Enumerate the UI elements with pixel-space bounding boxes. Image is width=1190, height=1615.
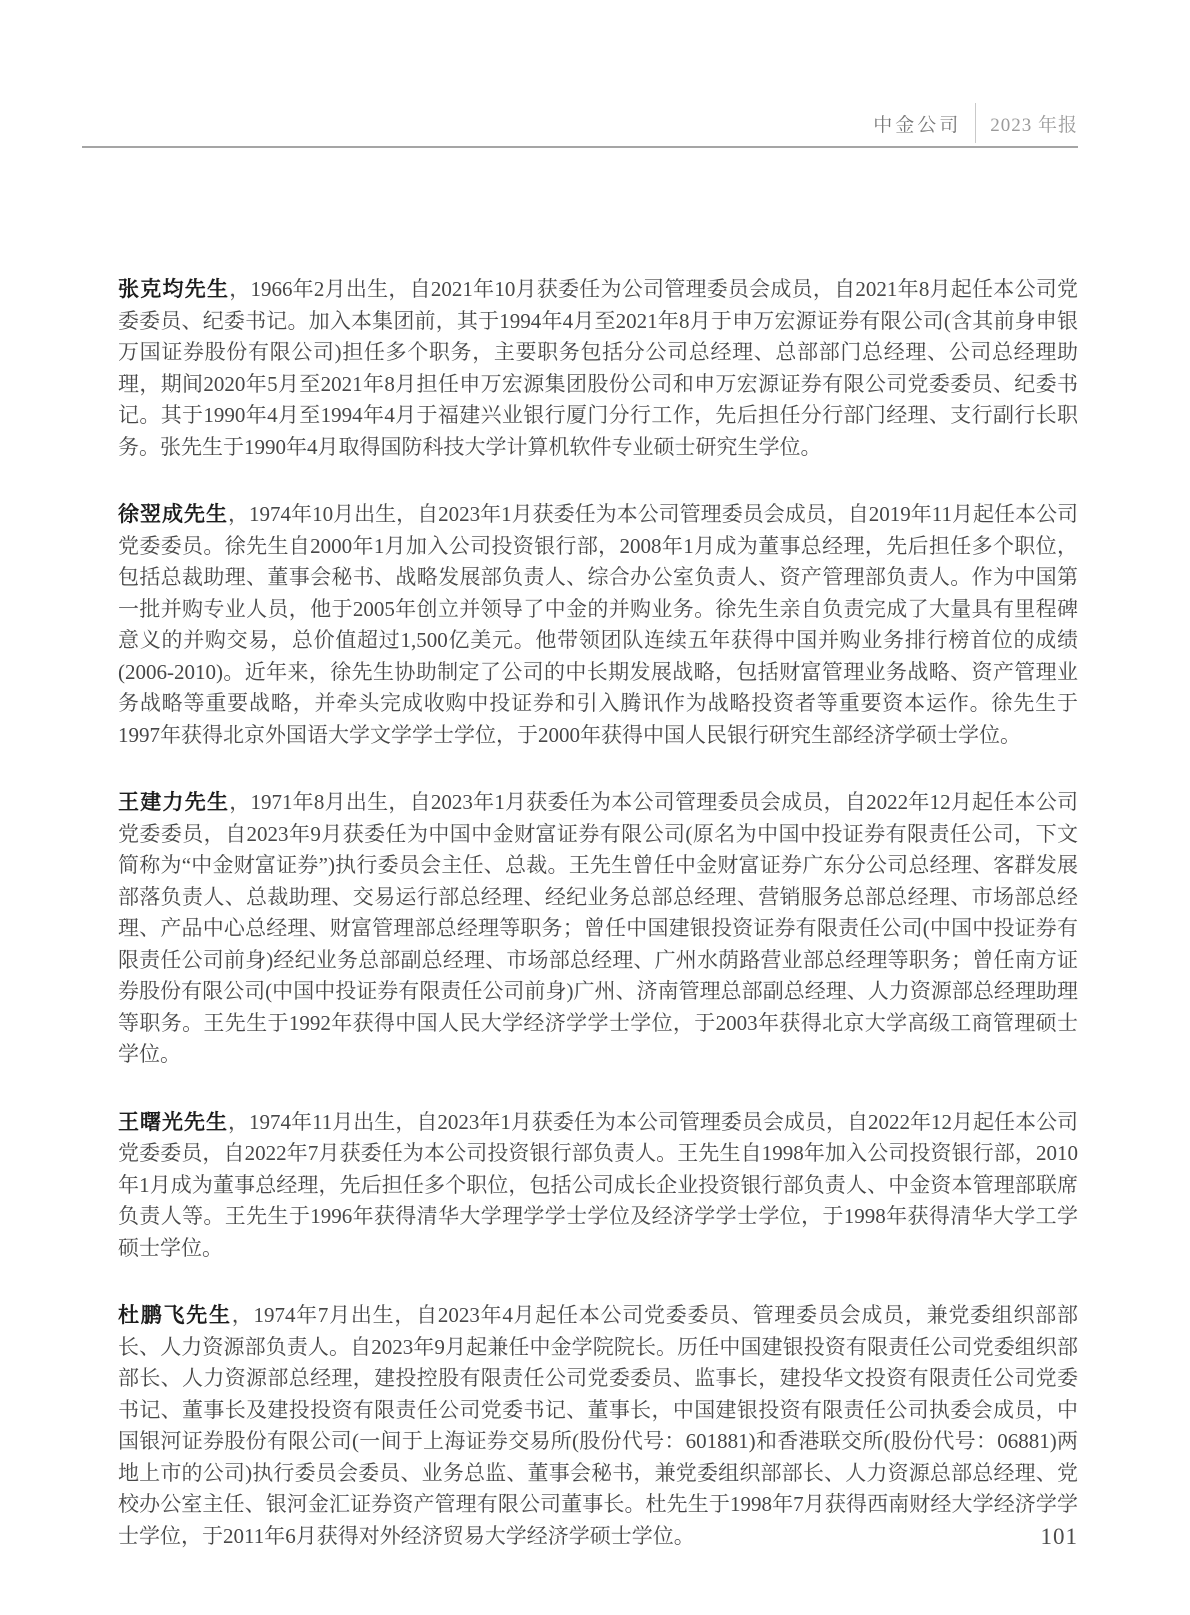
person-name: 王建力先生 [118,791,230,814]
bio-paragraph [118,1107,1078,1265]
bio-paragraph [118,274,1078,463]
person-name: 徐翌成先生 [118,503,229,526]
header-divider [975,103,976,143]
page-header [873,102,1078,144]
bio-text: ，1971年8月出生，自2023年1月获委任为本公司管理委员会成员，自2022年12月起任本公司党委委员，自2023年9月获委任为中国中金财富证券有限公司(原名为中国中投证券有限责任公司，下文简称为“中金财富证券”)执行委员会主任、总裁。王先生曾任中金财富证券广东分公司总经理、客群发展部落负责人、总裁助理、交易运行部总经理、经纪业务总部总经理、营销服务总部总经理、市场部总经理、产品中心总经理、财富管理部总经理等职务；曾任中国建银投资证券有限责任公司(中国中投证券有限责任公司前身)经纪业务总部副总经理、市场部总经理、广州水荫路营业部总经理等职务；曾任南方证券股份有限公司(中国中投证券有限责任公司前身)广州、济南管理总部副总经理、人力资源部总经理助理等职务。王先生于1992年获得中国人民大学经济学学士学位，于2003年获得北京大学高级工商管理硕士学位。 [118,790,1079,1066]
bio-text: ，1974年7月出生，自2023年4月起任本公司党委委员、管理委员会成员，兼党委组织部部长、人力资源部负责人。自2023年9月起兼任中金学院院长。历任中国建银投资有限责任公司党委组织部部长、人力资源部总经理，建投控股有限责任公司党委委员、监事长，建投华文投资有限责任公司党委书记、董事长及建投投资有限责任公司党委书记、董事长，中国建银投资有限责任公司执委会成员，中国银河证券股份有限公司(一间于上海证券交易所(股份代号：601881)和香港联交所(股份代号：06881)两地上市的公司)执行委员会委员、业务总监、董事会秘书，兼党委组织部部长、人力资源总部总经理、党校办公室主任、银河金汇证券资产管理有限公司董事长。杜先生于1998年7月获得西南财经大学经济学学士学位，于2011年6月获得对外经济贸易大学经济学硕士学位。 [118,1303,1079,1548]
bio-paragraph [118,499,1078,751]
bio-paragraph [118,1300,1078,1552]
bio-paragraph [118,787,1078,1071]
person-name: 王曙光先生 [118,1110,229,1134]
bio-text: ，1974年10月出生，自2023年1月获委任为本公司管理委员会成员，自2019年11月起任本公司党委委员。徐先生自2000年1月加入公司投资银行部，2008年1月成为董事总经理，先后担任多个职位，包括总裁助理、董事会秘书、战略发展部负责人、综合办公室负责人、资产管理部负责人。作为中国第一批并购专业人员，他于2005年创立并领导了中金的并购业务。徐先生亲自负责完成了大量具有里程碑意义的并购交易，总价值超过1,500亿美元。他带领团队连续五年获得中国并购业务排行榜首位的成绩(2006-2010)。近年来，徐先生协助制定了公司的中长期发展战略，包括财富管理业务战略、资产管理业务战略等重要战略，并牵头完成收购中投证券和引入腾讯作为战略投资者等重要资本运作。徐先生于1997年获得北京外国语大学文学学士学位，于2000年获得中国人民银行研究生部经济学硕士学位。 [118,502,1079,747]
bio-text: ，1974年11月出生，自2023年1月获委任为本公司管理委员会成员，自2022年12月起任本公司党委委员，自2022年7月获委任为本公司投资银行部负责人。王先生自1998年加入公司投资银行部，2010年1月成为董事总经理，先后担任多个职位，包括公司成长企业投资银行部负责人、中金资本管理部联席负责人等。王先生于1996年获得清华大学理学学士学位及经济学学士学位，于1998年获得清华大学工学硕士学位。 [118,1109,1079,1260]
page-number: 101 [1040,1524,1078,1549]
bio-text: ，1966年2月出生，自2021年10月获委任为公司管理委员会成员，自2021年8月起任本公司党委委员、纪委书记。加入本集团前，其于1994年4月至2021年8月于申万宏源证券有限公司(含其前身申银万国证券股份有限公司)担任多个职务，主要职务包括分公司总经理、总部部门总经理、公司总经理助理，期间2020年5月至2021年8月担任申万宏源集团股份公司和申万宏源证券有限公司党委委员、纪委书记。其于1990年4月至1994年4月于福建兴业银行厦门分行工作，先后担任分行部门经理、支行副行长职务。张先生于1990年4月取得国防科技大学计算机软件专业硕士研究生学位。 [118,277,1079,459]
company-name: 中金公司 [873,114,962,136]
person-name: 杜鹏飞先生 [118,1304,232,1327]
report-year-label: 2023 年报 [990,114,1078,136]
header-rule [82,146,1078,148]
executive-bios [118,274,1078,1552]
person-name: 张克均先生 [118,278,230,301]
